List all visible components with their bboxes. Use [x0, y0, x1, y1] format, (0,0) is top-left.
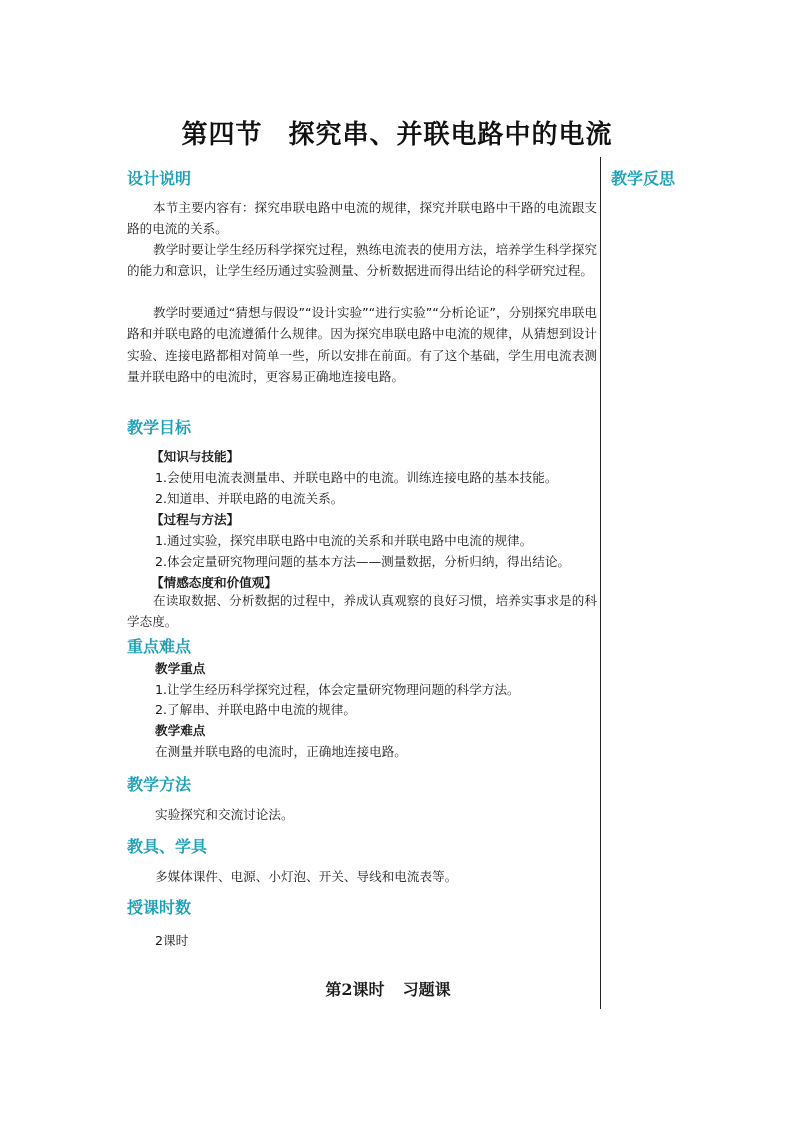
method-heading: 教学方法 — [127, 775, 192, 794]
goals-heading: 教学目标 — [127, 418, 192, 437]
knowledge-item-1: 1.会使用电流表测量串、并联电路中的电流。训练连接电路的基本技能。 — [155, 470, 558, 485]
focus-item-1: 1.让学生经历科学探究过程，体会定量研究物理问题的科学方法。 — [155, 682, 520, 697]
process-title: 【过程与方法】 — [151, 512, 240, 527]
design-paragraph-1: 本节主要内容有：探究串联电路中电流的规律，探究并联电路中干路的电流跟支路的电流的关系。 — [127, 200, 597, 237]
column-divider — [600, 157, 601, 1009]
difficulty-text: 在测量并联电路的电流时，正确地连接电路。 — [155, 744, 407, 759]
section-number: 第四节 — [181, 120, 263, 150]
key-heading: 重点难点 — [127, 637, 192, 656]
lesson-type: 习题课 — [402, 980, 451, 999]
process-item-2: 2.体会定量研究物理问题的基本方法——测量数据，分析归纳，得出结论。 — [155, 554, 571, 569]
emotion-text: 在读取数据、分析数据的过程中，养成认真观察的良好习惯，培养实事求是的科学态度。 — [127, 593, 597, 630]
reflection-heading: 教学反思 — [611, 169, 676, 188]
knowledge-item-2: 2.知道串、并联电路的电流关系。 — [155, 491, 344, 506]
hours-heading: 授课时数 — [127, 898, 192, 917]
difficulty-title: 教学难点 — [155, 723, 206, 738]
tools-text: 多媒体课件、电源、小灯泡、开关、导线和电流表等。 — [155, 869, 458, 884]
method-text: 实验探究和交流讨论法。 — [155, 807, 294, 822]
emotion-title: 【情感态度和价值观】 — [151, 575, 277, 590]
focus-title: 教学重点 — [155, 661, 206, 676]
design-paragraph-3: 教学时要通过“猜想与假设”“设计实验”“进行实验”“分析论证”，分别探究串联电路和并联电路的电流遵循什么规律。因为探究串联电路中电流的规律，从猜想到设计实验、连接电路都相对简单一些，所以安排在前面。有了这个基础，学生用电流表测量并联电路中的电流时，更容易正确地连接电路。 — [127, 305, 597, 385]
tools-heading: 教具、学具 — [127, 837, 208, 856]
focus-item-2: 2.了解串、并联电路中电流的规律。 — [155, 702, 356, 717]
design-paragraph-2: 教学时要让学生经历科学探究过程，熟练电流表的使用方法，培养学生科学探究的能力和意识，让学生经历通过实验测量、分析数据进而得出结论的科学研究过程。 — [127, 242, 597, 279]
design-heading: 设计说明 — [127, 169, 192, 188]
lesson-title — [0, 977, 776, 1000]
hours-text: 2课时 — [155, 933, 189, 948]
section-topic: 探究串、并联电路中的电流 — [288, 120, 613, 150]
process-item-1: 1.通过实验，探究串联电路中电流的关系和并联电路中电流的规律。 — [155, 533, 533, 548]
lesson-label: 第2课时 — [325, 980, 385, 999]
knowledge-title: 【知识与技能】 — [151, 449, 240, 464]
page-title — [0, 114, 794, 151]
